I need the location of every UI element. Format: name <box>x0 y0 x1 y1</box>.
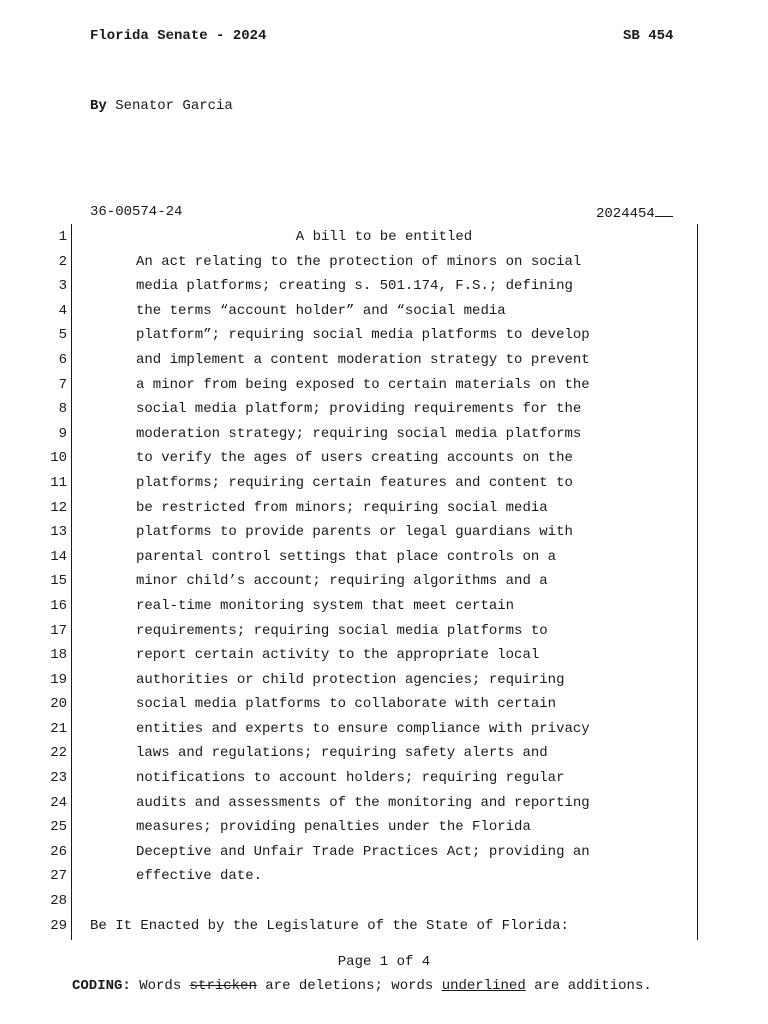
bill-line <box>0 447 768 472</box>
line-text: platform”; requiring social media platforms to develop <box>136 327 590 344</box>
line-text: real-time monitoring system that meet certain <box>136 597 515 614</box>
line-number: 23 <box>50 770 67 787</box>
sponsor-line <box>90 97 233 115</box>
line-number: 28 <box>50 893 67 910</box>
bill-line <box>0 595 768 620</box>
bill-line <box>0 890 768 915</box>
line-text: moderation strategy; requiring social media platforms <box>136 425 582 442</box>
line-number: 13 <box>50 524 67 541</box>
line-number: 11 <box>50 474 67 491</box>
line-text: platforms to provide parents or legal guardians with <box>136 524 573 541</box>
bill-line <box>0 915 768 940</box>
bill-line <box>0 742 768 767</box>
line-number: 25 <box>50 819 67 836</box>
bill-line <box>0 275 768 300</box>
bill-line <box>0 570 768 595</box>
line-number: 18 <box>50 647 67 664</box>
bill-line <box>0 497 768 522</box>
line-number: 12 <box>50 499 67 516</box>
line-text: report certain activity to the appropriate local <box>136 647 540 664</box>
line-number: 27 <box>50 868 67 885</box>
line-text: platforms; requiring certain features and content to <box>136 474 573 491</box>
line-number: 22 <box>50 745 67 762</box>
bill-line <box>0 644 768 669</box>
bill-line <box>0 693 768 718</box>
line-number: 4 <box>58 302 67 319</box>
page-number: Page 1 of 4 <box>337 954 431 970</box>
bill-line <box>0 718 768 743</box>
bill-line <box>0 349 768 374</box>
coding-label: CODING: <box>72 978 131 994</box>
bill-line <box>0 620 768 645</box>
line-number: 3 <box>58 278 67 295</box>
line-text: An act relating to the protection of minors on social <box>136 253 582 270</box>
line-text: notifications to account holders; requiring regular <box>136 770 565 787</box>
line-number: 20 <box>50 696 67 713</box>
coding-legend <box>72 977 652 995</box>
line-number: 15 <box>50 573 67 590</box>
line-text: a minor from being exposed to certain materials on the <box>136 376 590 393</box>
version-underline <box>655 203 673 217</box>
coding-text-2: are deletions; words <box>265 978 434 994</box>
line-number: 21 <box>50 720 67 737</box>
line-number: 7 <box>58 376 67 393</box>
bill-line <box>0 251 768 276</box>
bill-line <box>0 521 768 546</box>
header-chamber-year: Florida Senate - 2024 <box>90 28 267 44</box>
document-code: 36-00574-24 <box>90 204 183 220</box>
line-text: laws and regulations; requiring safety alerts and <box>136 745 548 762</box>
coding-text-1: Words <box>139 978 182 994</box>
line-number: 8 <box>58 401 67 418</box>
line-text: and implement a content moderation strategy to prevent <box>136 351 590 368</box>
line-number: 14 <box>50 548 67 565</box>
bill-line <box>0 226 768 251</box>
line-text: authorities or child protection agencies; requiring <box>136 671 565 688</box>
line-number: 26 <box>50 843 67 860</box>
coding-text-3: are additions. <box>534 978 652 994</box>
bill-line <box>0 841 768 866</box>
line-text: to verify the ages of users creating accounts on the <box>136 450 573 467</box>
bill-line <box>0 472 768 497</box>
sponsor-label: By <box>90 98 107 114</box>
line-text: Deceptive and Unfair Trade Practices Act; providing an <box>136 843 590 860</box>
line-number: 1 <box>58 229 67 245</box>
bill-number: SB 454 <box>623 28 674 44</box>
line-number: 19 <box>50 671 67 688</box>
line-number: 10 <box>50 450 67 467</box>
line-text: A bill to be entitled <box>295 229 473 245</box>
line-text: Be It Enacted by the Legislature of the State of Florida: <box>90 917 569 934</box>
bill-line <box>0 865 768 890</box>
version-number: 2024454 <box>596 206 655 222</box>
bill-line <box>0 300 768 325</box>
line-number: 9 <box>58 425 67 442</box>
bill-line <box>0 374 768 399</box>
line-text: requirements; requiring social media platforms to <box>136 622 548 639</box>
bill-line <box>0 398 768 423</box>
line-text: audits and assessments of the monitoring and reporting <box>136 794 590 811</box>
bill-line <box>0 816 768 841</box>
bill-text-lines <box>0 226 768 939</box>
line-number: 6 <box>58 351 67 368</box>
bill-line <box>0 669 768 694</box>
sponsor-name: Senator Garcia <box>115 98 233 114</box>
coding-stricken-example: stricken <box>189 978 257 994</box>
line-text: effective date. <box>136 868 263 885</box>
bill-line <box>0 546 768 571</box>
line-text: social media platform; providing requirements for the <box>136 401 582 418</box>
line-text: measures; providing penalties under the Florida <box>136 819 531 836</box>
line-text: parental control settings that place controls on a <box>136 548 557 565</box>
bill-line <box>0 767 768 792</box>
line-number: 24 <box>50 794 67 811</box>
line-text: be restricted from minors; requiring social media <box>136 499 548 516</box>
line-number: 2 <box>58 253 67 270</box>
line-text: minor child’s account; requiring algorithms and a <box>136 573 548 590</box>
line-text: the terms “account holder” and “social media <box>136 302 506 319</box>
line-number: 17 <box>50 622 67 639</box>
line-text: entities and experts to ensure compliance with privacy <box>136 720 590 737</box>
coding-underlined-example: underlined <box>441 978 526 994</box>
line-number: 5 <box>58 327 67 344</box>
bill-line <box>0 324 768 349</box>
version-code <box>596 203 673 223</box>
line-text: social media platforms to collaborate with certain <box>136 696 557 713</box>
line-text: media platforms; creating s. 501.174, F.S.; defining <box>136 278 573 295</box>
line-number: 16 <box>50 597 67 614</box>
line-number: 29 <box>50 917 67 934</box>
bill-line <box>0 792 768 817</box>
bill-line <box>0 423 768 448</box>
